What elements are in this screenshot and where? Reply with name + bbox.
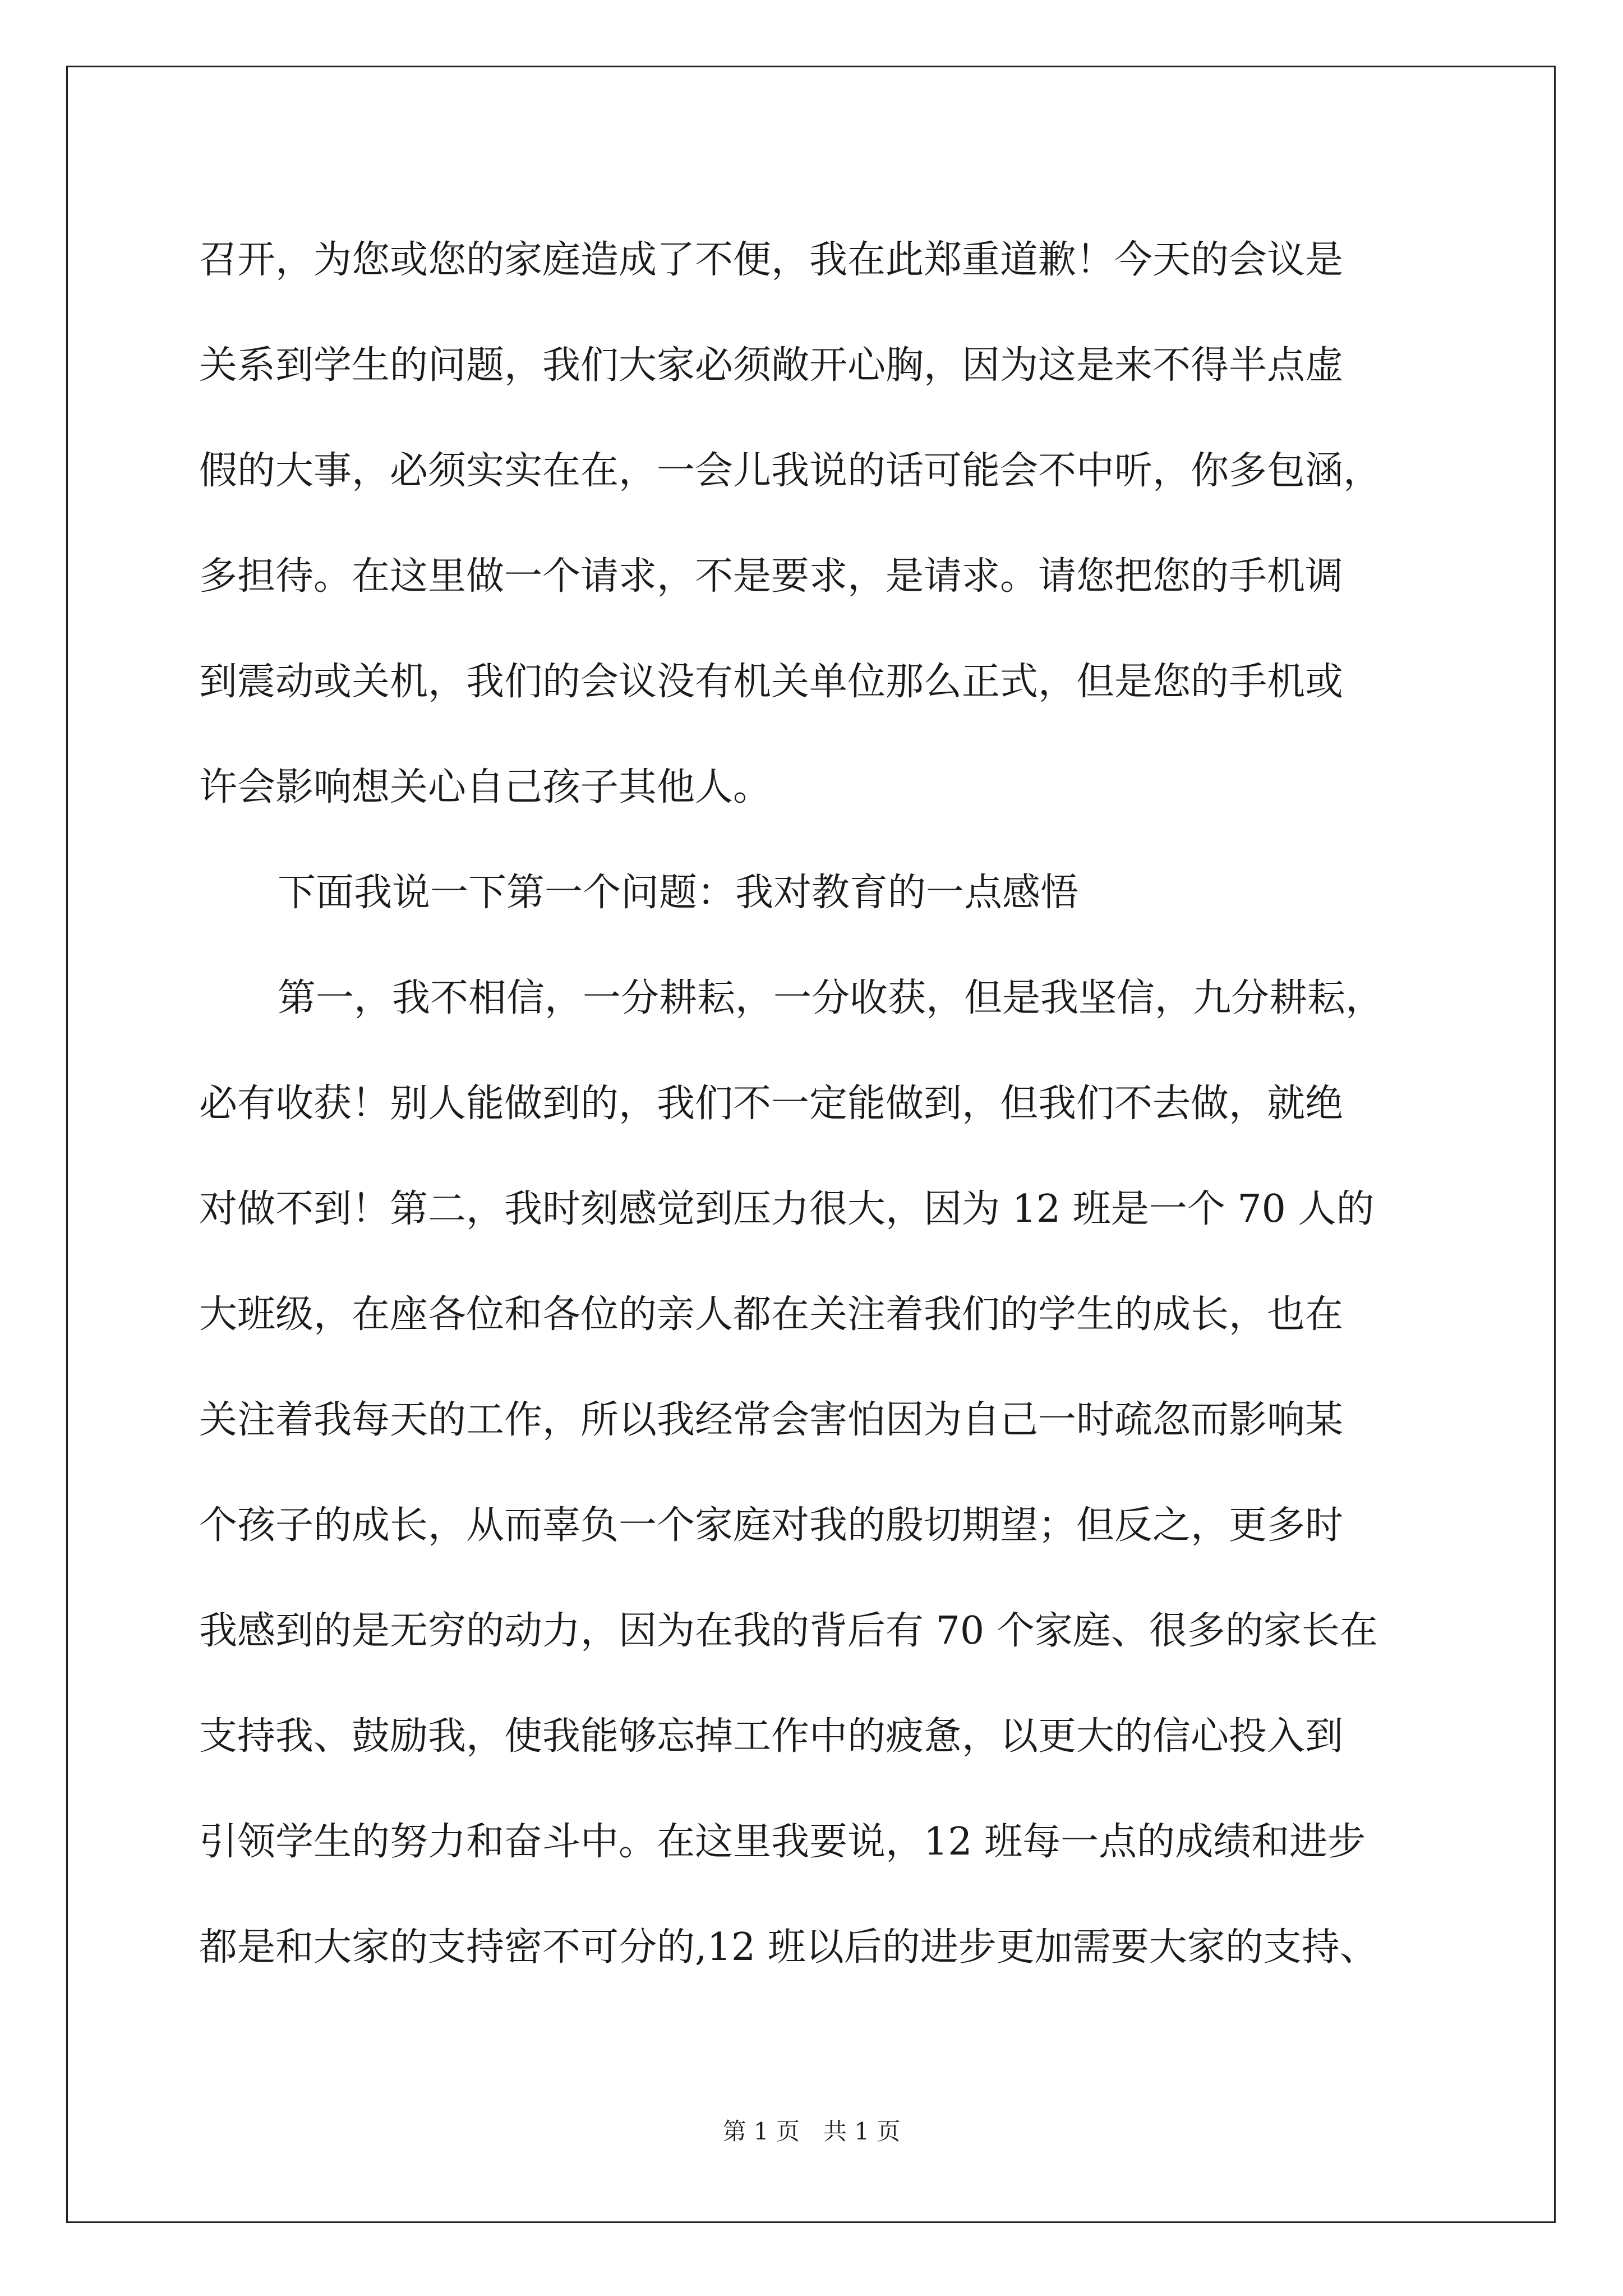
text-line: 关系到学生的问题，我们大家必须敞开心胸，因为这是来不得半点虚 (199, 343, 1344, 388)
document-body (199, 208, 1433, 2000)
text-line: 对做不到！第二，我时刻感觉到压力很大，因为 12 班是一个 70 人的 (199, 1187, 1375, 1231)
page-number: 第 1 页 共 1 页 (722, 2118, 901, 2145)
text-line: 下面我说一下第一个问题：我对教育的一点感悟 (278, 871, 1079, 915)
text-line: 都是和大家的支持密不可分的,12 班以后的进步更加需要大家的支持、 (199, 1925, 1378, 1970)
text-line: 引领学生的努力和奋斗中。在这里我要说，12 班每一点的成绩和进步 (199, 1820, 1366, 1864)
text-line: 召开，为您或您的家庭造成了不便，我在此郑重道歉！今天的会议是 (199, 238, 1344, 282)
text-line: 许会影响想关心自己孩子其他人。 (199, 765, 772, 809)
text-line: 假的大事，必须实实在在，一会儿我说的话可能会不中听，你多包涵， (199, 449, 1382, 493)
text-line: 第一，我不相信，一分耕耘，一分收获，但是我坚信，九分耕耘， (278, 976, 1384, 1020)
text-line: 关注着我每天的工作，所以我经常会害怕因为自己一时疏忽而影响某 (199, 1398, 1344, 1442)
text-line: 支持我、鼓励我，使我能够忘掉工作中的疲惫，以更大的信心投入到 (199, 1714, 1344, 1759)
text-line: 个孩子的成长，从而辜负一个家庭对我的殷切期望；但反之，更多时 (199, 1503, 1344, 1548)
text-line: 必有收获！别人能做到的，我们不一定能做到，但我们不去做，就绝 (199, 1082, 1344, 1126)
text-line: 到震动或关机，我们的会议没有机关单位那么正式，但是您的手机或 (199, 660, 1344, 704)
text-line: 大班级，在座各位和各位的亲人都在关注着我们的学生的成长，也在 (199, 1292, 1344, 1337)
text-line: 多担待。在这里做一个请求，不是要求，是请求。请您把您的手机调 (199, 554, 1344, 599)
text-line: 我感到的是无穷的动力，因为在我的背后有 70 个家庭、很多的家长在 (199, 1609, 1378, 1653)
